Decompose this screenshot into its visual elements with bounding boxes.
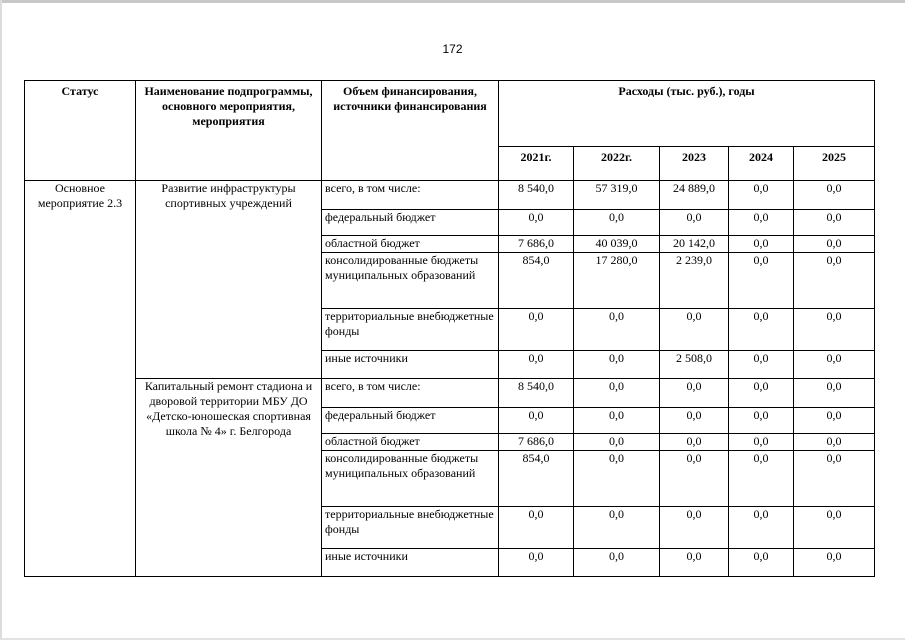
value-cell-year-2024: 0,0	[729, 309, 794, 351]
value-cell-year-2021: 854,0	[499, 451, 574, 507]
value-cell-year-2022: 0,0	[574, 309, 660, 351]
value-cell-year-2024: 0,0	[729, 236, 794, 253]
header-year-2025: 2025	[794, 147, 875, 181]
source-cell: территориальные внебюджетные фонды	[322, 507, 499, 549]
value-cell-year-2022: 0,0	[574, 507, 660, 549]
value-cell-year-2024: 0,0	[729, 181, 794, 210]
value-cell-year-2025: 0,0	[794, 507, 875, 549]
value-cell-year-2022: 0,0	[574, 549, 660, 577]
value-cell-year-2025: 0,0	[794, 408, 875, 434]
value-cell-year-2022: 0,0	[574, 434, 660, 451]
table-row	[25, 379, 875, 408]
value-cell-year-2021: 7 686,0	[499, 434, 574, 451]
status-cell: Основное мероприятие 2.3	[25, 181, 136, 577]
value-cell-year-2022: 40 039,0	[574, 236, 660, 253]
scan-edge-left	[0, 0, 2, 640]
value-cell-year-2021: 0,0	[499, 210, 574, 236]
value-cell-year-2023: 0,0	[660, 379, 729, 408]
source-cell: областной бюджет	[322, 236, 499, 253]
value-cell-year-2024: 0,0	[729, 210, 794, 236]
value-cell-year-2025: 0,0	[794, 236, 875, 253]
table-body	[25, 181, 875, 577]
value-cell-year-2025: 0,0	[794, 434, 875, 451]
value-cell-year-2021: 0,0	[499, 507, 574, 549]
value-cell-year-2023: 0,0	[660, 434, 729, 451]
source-cell: иные источники	[322, 549, 499, 577]
header-year-2023: 2023	[660, 147, 729, 181]
value-cell-year-2021: 854,0	[499, 253, 574, 309]
value-cell-year-2023: 20 142,0	[660, 236, 729, 253]
value-cell-year-2023: 0,0	[660, 549, 729, 577]
value-cell-year-2023: 2 239,0	[660, 253, 729, 309]
source-cell: областной бюджет	[322, 434, 499, 451]
source-cell: федеральный бюджет	[322, 210, 499, 236]
value-cell-year-2024: 0,0	[729, 253, 794, 309]
value-cell-year-2024: 0,0	[729, 507, 794, 549]
value-cell-year-2023: 0,0	[660, 210, 729, 236]
header-year-2022: 2022г.	[574, 147, 660, 181]
value-cell-year-2022: 0,0	[574, 210, 660, 236]
value-cell-year-2024: 0,0	[729, 379, 794, 408]
value-cell-year-2025: 0,0	[794, 379, 875, 408]
activity-name-cell: Развитие инфраструктуры спортивных учреждений	[136, 181, 322, 379]
value-cell-year-2025: 0,0	[794, 549, 875, 577]
activity-name-cell: Капитальный ремонт стадиона и дворовой территории МБУ ДО «Детско-юношеская спортивная школа № 4» г. Белгорода	[136, 379, 322, 577]
value-cell-year-2023: 0,0	[660, 309, 729, 351]
source-cell: всего, в том числе:	[322, 181, 499, 210]
header-year-2024: 2024	[729, 147, 794, 181]
scan-edge-top	[0, 0, 905, 3]
financing-table	[24, 80, 875, 577]
value-cell-year-2025: 0,0	[794, 451, 875, 507]
value-cell-year-2025: 0,0	[794, 253, 875, 309]
table-row	[25, 181, 875, 210]
value-cell-year-2022: 17 280,0	[574, 253, 660, 309]
value-cell-year-2021: 8 540,0	[499, 181, 574, 210]
value-cell-year-2021: 8 540,0	[499, 379, 574, 408]
value-cell-year-2022: 57 319,0	[574, 181, 660, 210]
source-cell: всего, в том числе:	[322, 379, 499, 408]
value-cell-year-2025: 0,0	[794, 351, 875, 379]
header-status: Статус	[25, 81, 136, 181]
value-cell-year-2021: 0,0	[499, 408, 574, 434]
value-cell-year-2023: 0,0	[660, 451, 729, 507]
source-cell: консолидированные бюджеты муниципальных образований	[322, 451, 499, 507]
value-cell-year-2024: 0,0	[729, 451, 794, 507]
source-cell: территориальные внебюджетные фонды	[322, 309, 499, 351]
value-cell-year-2022: 0,0	[574, 451, 660, 507]
value-cell-year-2025: 0,0	[794, 210, 875, 236]
value-cell-year-2021: 0,0	[499, 309, 574, 351]
value-cell-year-2022: 0,0	[574, 351, 660, 379]
header-year-2021: 2021г.	[499, 147, 574, 181]
value-cell-year-2025: 0,0	[794, 309, 875, 351]
value-cell-year-2023: 0,0	[660, 507, 729, 549]
value-cell-year-2021: 0,0	[499, 351, 574, 379]
value-cell-year-2025: 0,0	[794, 181, 875, 210]
value-cell-year-2024: 0,0	[729, 408, 794, 434]
value-cell-year-2021: 7 686,0	[499, 236, 574, 253]
value-cell-year-2024: 0,0	[729, 351, 794, 379]
header-expenses: Расходы (тыс. руб.), годы	[499, 81, 875, 147]
value-cell-year-2022: 0,0	[574, 379, 660, 408]
value-cell-year-2022: 0,0	[574, 408, 660, 434]
value-cell-year-2024: 0,0	[729, 549, 794, 577]
value-cell-year-2023: 0,0	[660, 408, 729, 434]
value-cell-year-2023: 24 889,0	[660, 181, 729, 210]
header-name: Наименование подпрограммы, основного мероприятия, мероприятия	[136, 81, 322, 181]
page-number: 172	[442, 42, 463, 56]
source-cell: федеральный бюджет	[322, 408, 499, 434]
value-cell-year-2024: 0,0	[729, 434, 794, 451]
value-cell-year-2021: 0,0	[499, 549, 574, 577]
source-cell: консолидированные бюджеты муниципальных образований	[322, 253, 499, 309]
value-cell-year-2023: 2 508,0	[660, 351, 729, 379]
source-cell: иные источники	[322, 351, 499, 379]
header-source: Объем финансирования, источники финансирования	[322, 81, 499, 181]
